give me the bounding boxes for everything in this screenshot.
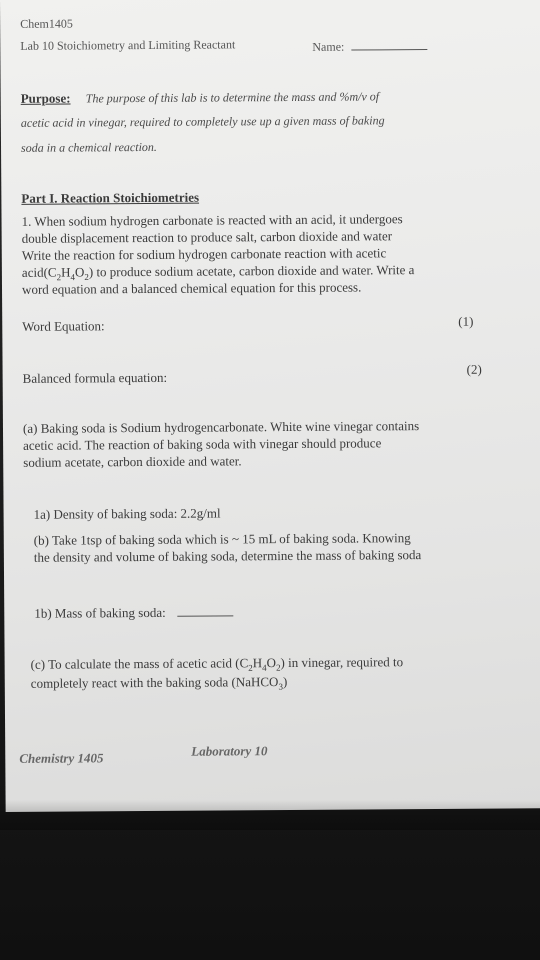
purpose-text-3: soda in a chemical reaction. [20, 139, 157, 155]
name-label: Name: [312, 39, 345, 54]
q1a-density: 1a) Density of baking soda: 2.2g/ml [33, 505, 221, 522]
q1b-mass [34, 603, 233, 621]
name-blank [351, 37, 427, 51]
word-equation-points: (1) [458, 313, 474, 329]
part-a-line-3: sodium acetate, carbon dioxide and water. [23, 453, 242, 470]
purpose-text-2: acetic acid in vinegar, required to completely use up a given mass of baking [20, 113, 385, 130]
q1-line-5: word equation and a balanced chemical equation for this process. [21, 279, 362, 297]
page-edge-shadow [0, 800, 540, 830]
footer-course: Chemistry 1405 [19, 750, 104, 766]
balanced-equation-points: (2) [466, 361, 482, 377]
part-a-line-1: (a) Baking soda is Sodium hydrogencarbonate. White wine vinegar contains [22, 418, 420, 436]
part-a-line-2: acetic acid. The reaction of baking soda with vinegar should produce [23, 435, 382, 453]
purpose-label: Purpose: [20, 90, 71, 106]
part-c-line-2: completely react with the baking soda (NaHCO$_3$) [30, 674, 288, 692]
footer-lab: Laboratory 10 [191, 743, 268, 759]
part1-heading: Part I. Reaction Stoichiometries [21, 189, 200, 206]
part-b-line-2: the density and volume of baking soda, determine the mass of baking soda [33, 547, 422, 565]
q1-line-3: Write the reaction for sodium hydrogen carbonate reaction with acetic [21, 245, 387, 263]
name-field [312, 37, 427, 56]
q1-line-1: 1. When sodium hydrogen carbonate is reacted with an acid, it undergoes [21, 211, 403, 229]
word-equation-label: Word Equation: [22, 318, 105, 334]
lab-title: Lab 10 Stoichiometry and Limiting Reactant [20, 37, 236, 53]
q1b-label: 1b) Mass of baking soda: [34, 604, 166, 621]
balanced-equation-label: Balanced formula equation: [22, 369, 168, 386]
part-c-line-1: (c) To calculate the mass of acetic acid $(C_2H_4O_2)$ in vinegar, required to [30, 654, 404, 673]
q1b-blank [177, 603, 233, 616]
purpose-line-1 [21, 87, 380, 108]
purpose-text-1: The purpose of this lab is to determine the mass and %m/v of [85, 89, 380, 106]
q1-line-4: $acid(C_2H_4O_2)$ to produce sodium acetate, carbon dioxide and water. Write a [21, 262, 415, 283]
course-code: Chem1405 [20, 16, 73, 31]
q1-line-2: double displacement reaction to produce salt, carbon dioxide and water [21, 228, 393, 246]
part-b-line-1: (b) Take 1tsp of baking soda which is ~ 15 mL of baking soda. Knowing [33, 530, 411, 548]
